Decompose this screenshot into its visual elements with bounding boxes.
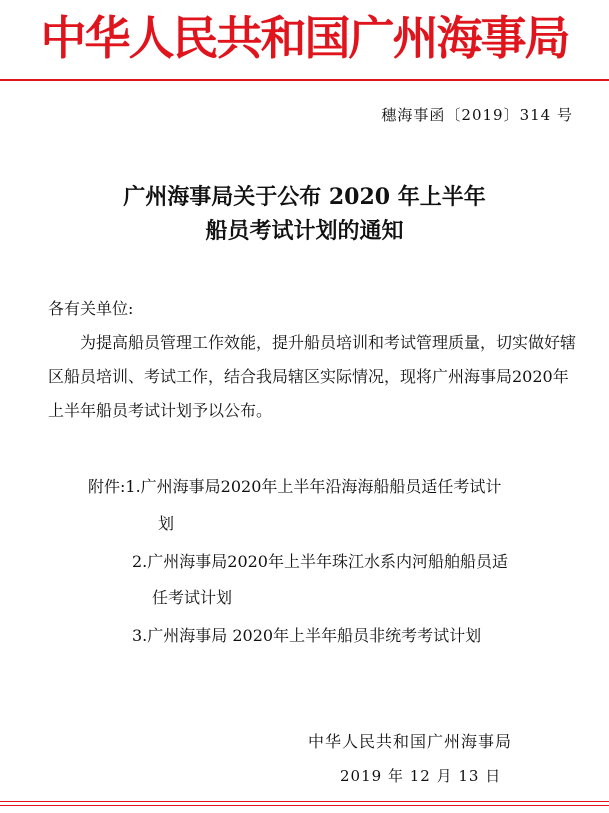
attachment-3-line-1: 3.广州海事局 2020年上半年船员非统考考试计划	[132, 626, 482, 645]
title-line-1: 广州海事局关于公布 2020 年上半年	[123, 184, 486, 210]
attachment-item-1	[88, 474, 501, 497]
signature-date: 2019 年 12 月 13 日	[340, 767, 502, 785]
document-title	[0, 180, 609, 248]
footer-divider	[0, 801, 609, 806]
attachment-item-2	[132, 549, 508, 572]
document-number: 穗海事函〔2019〕314 号	[381, 106, 573, 124]
greeting: 各有关单位:	[48, 299, 134, 318]
signature-organization: 中华人民共和国广州海事局	[308, 732, 513, 751]
attachment-2-line-2: 任考试计划	[152, 588, 233, 607]
attachment-1-line-2: 划	[158, 514, 175, 533]
attachment-2-line-1: 2.广州海事局2020年上半年珠江水系内河船舶船员适	[132, 552, 508, 571]
body-paragraph: 为提高船员管理工作效能，提升船员培训和考试管理质量，切实做好辖区船员培训、考试工作，结合我局辖区实际情况，现将广州海事局2020年上半年船员考试计划予以公布。	[48, 333, 577, 420]
title-line-2: 船员考试计划的通知	[205, 218, 404, 244]
attachment-item-3	[132, 623, 481, 646]
masthead-divider	[0, 79, 609, 81]
document-masthead: 中华人民共和国广州海事局	[40, 11, 569, 65]
attachments-prefix: 附件:	[88, 477, 126, 496]
attachment-1-line-1: 1.广州海事局2020年上半年沿海海船船员适任考试计	[125, 477, 502, 496]
